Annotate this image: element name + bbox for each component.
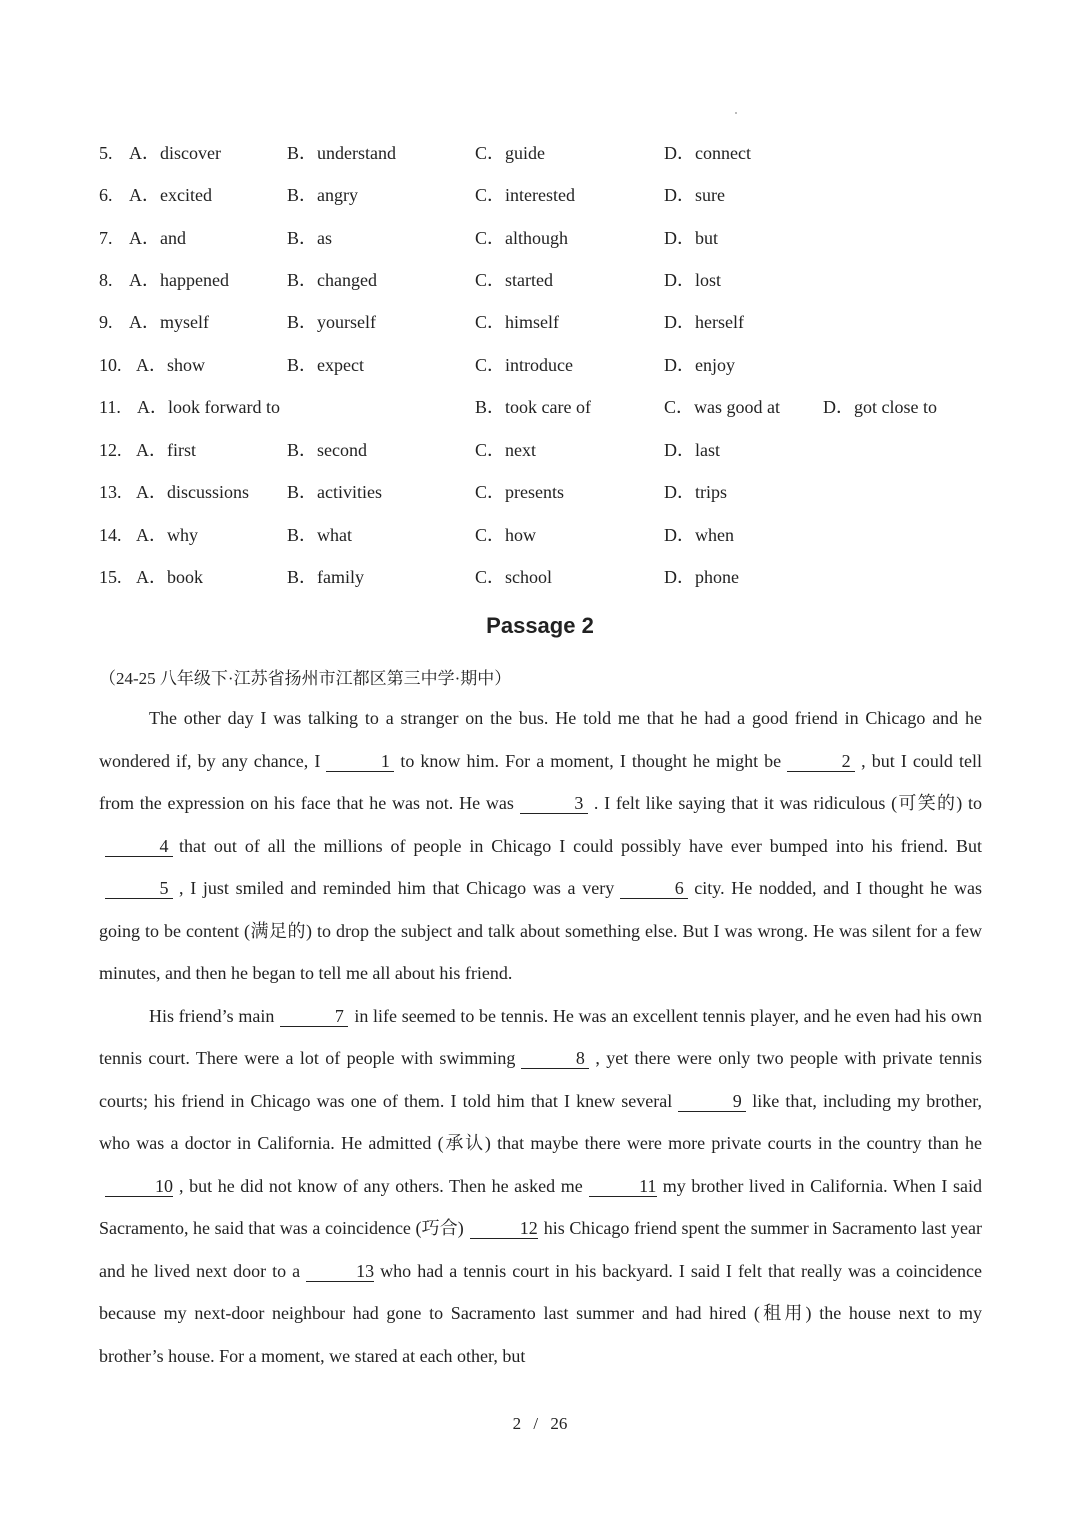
option-c: C．guide	[475, 143, 545, 163]
option-a: A．book	[136, 567, 203, 587]
option-c: C．interested	[475, 185, 575, 205]
option-c: C．school	[475, 567, 553, 587]
option-a: A．myself	[129, 312, 209, 332]
blank-9: 9	[678, 1091, 746, 1112]
option-c: C．introduce	[475, 355, 573, 375]
option-c: C．although	[475, 228, 568, 248]
option-a: A．and	[129, 228, 186, 248]
passage-text: . I felt like saying that it was ridiculous (可笑的) to	[593, 793, 982, 813]
blank-13: 13	[306, 1261, 374, 1282]
passage-text: , but he did not know of any others. Then he asked me	[179, 1175, 583, 1196]
option-b: B．angry	[287, 185, 358, 205]
blank-2: 2	[787, 751, 855, 772]
option-c: C．presents	[475, 482, 564, 502]
blank-12: 12	[470, 1218, 538, 1239]
option-c: C．next	[475, 440, 536, 460]
blank-8: 8	[521, 1048, 589, 1069]
passage-text: , I just smiled and reminded him that Chicago was a very	[179, 878, 615, 898]
question-number: 10.	[99, 355, 122, 375]
option-a: A．excited	[129, 185, 212, 205]
option-a: A．look forward to	[137, 397, 280, 417]
question-number: 13.	[99, 482, 122, 502]
option-b: B．second	[287, 440, 367, 460]
option-d: D．enjoy	[664, 355, 735, 375]
blank-5: 5	[105, 878, 173, 899]
option-d: D．phone	[664, 567, 739, 587]
option-d: D．but	[664, 228, 718, 248]
paragraph-1	[99, 697, 982, 995]
question-number: 9.	[99, 312, 113, 332]
option-a: A．first	[136, 440, 196, 460]
question-number: 12.	[99, 440, 122, 460]
passage-text: to know him. For a moment, I thought he might be	[400, 750, 782, 771]
page-number: 2	[512, 1414, 522, 1433]
option-a: A．discussions	[136, 482, 250, 502]
page-total: 26	[550, 1414, 568, 1433]
option-a: A．happened	[129, 270, 229, 290]
blank-7: 7	[280, 1006, 348, 1027]
blank-6: 6	[620, 878, 688, 899]
option-b: B．what	[287, 525, 352, 545]
blank-11: 11	[589, 1176, 657, 1197]
passage-text: His friend’s main	[149, 1005, 275, 1026]
passage-body	[99, 697, 982, 1377]
option-c: C．started	[475, 270, 553, 290]
option-d: D．got close to	[823, 397, 937, 417]
option-b: B．understand	[287, 143, 396, 163]
paragraph-2	[99, 995, 982, 1378]
passage-text: in life seemed to be tennis. He was an excellent tennis player, and he even had his own tennis court. There were a lot of people with swimming	[99, 1005, 982, 1068]
passage-text: , yet there were only two people with private tennis courts; his friend in Chicago was one of them. I told him that I knew several	[99, 1048, 982, 1111]
question-number: 8.	[99, 270, 113, 290]
option-b: B．expect	[287, 355, 364, 375]
option-d: D．last	[664, 440, 720, 460]
passage-text: The other day I was talking to a stranger on the bus. He told me that he had a good friend in Chicago and he wondered if, by any chance, I	[99, 708, 982, 771]
scan-dot	[735, 112, 737, 114]
option-b: B．activities	[287, 482, 382, 502]
option-d: D．herself	[664, 312, 744, 332]
question-number: 7.	[99, 228, 113, 248]
passage-text: my brother lived in California. When I said Sacramento, he said that was a coincidence (巧合)	[99, 1175, 982, 1238]
option-d: D．lost	[664, 270, 722, 290]
question-number: 5.	[99, 143, 113, 163]
question-number: 15.	[99, 567, 122, 587]
option-a: A．show	[136, 355, 206, 375]
option-c: C．how	[475, 525, 537, 545]
option-c: C．himself	[475, 312, 559, 332]
option-b: B．yourself	[287, 312, 376, 332]
option-c: C．was good at	[664, 397, 780, 417]
option-b: B．changed	[287, 270, 377, 290]
blank-10: 10	[105, 1176, 173, 1197]
option-d: D．sure	[664, 185, 725, 205]
option-b: B．as	[287, 228, 332, 248]
page-separator: /	[533, 1414, 539, 1433]
passage-text: like that, including my brother, who was a doctor in California. He admitted (承认) that maybe there were more private courts in the country than he	[99, 1090, 983, 1153]
passage-text: his Chicago friend spent the summer in Sacramento last year and he lived next door to a	[99, 1218, 982, 1281]
passage-title: Passage 2	[486, 613, 594, 638]
passage-text: city. He nodded, and I thought he was going to be content (满足的) to drop the subject and talk about something else. But I was wrong. He was silent for a few minutes, and then he began to tell me all about his friend.	[99, 878, 983, 983]
question-number: 6.	[99, 185, 113, 205]
question-number: 11.	[99, 397, 121, 417]
blank-4: 4	[105, 836, 173, 857]
passage-text: , but I could tell from the expression on his face that he was not. He was	[99, 750, 982, 813]
passage-source: （24-25 八年级下·江苏省扬州市江都区第三中学·期中）	[99, 669, 512, 688]
passage-text: that out of all the millions of people in Chicago I could possibly have ever bumped into his friend. But	[179, 835, 982, 856]
option-d: D．trips	[664, 482, 727, 502]
option-b: B．took care of	[475, 397, 591, 417]
passage-text: who had a tennis court in his backyard. I said I felt that really was a coincidence because my next-door neighbour had gone to Sacramento last summer and had hired (租用) the house next to my brother’s house. For a moment, we stared at each other, but	[99, 1260, 982, 1366]
page-footer	[0, 1414, 1080, 1434]
option-a: A．why	[136, 525, 198, 545]
option-d: D．connect	[664, 143, 751, 163]
question-number: 14.	[99, 525, 122, 545]
option-b: B．family	[287, 567, 364, 587]
blank-3: 3	[520, 793, 588, 814]
blank-1: 1	[326, 751, 394, 772]
option-d: D．when	[664, 525, 734, 545]
option-a: A．discover	[129, 143, 221, 163]
